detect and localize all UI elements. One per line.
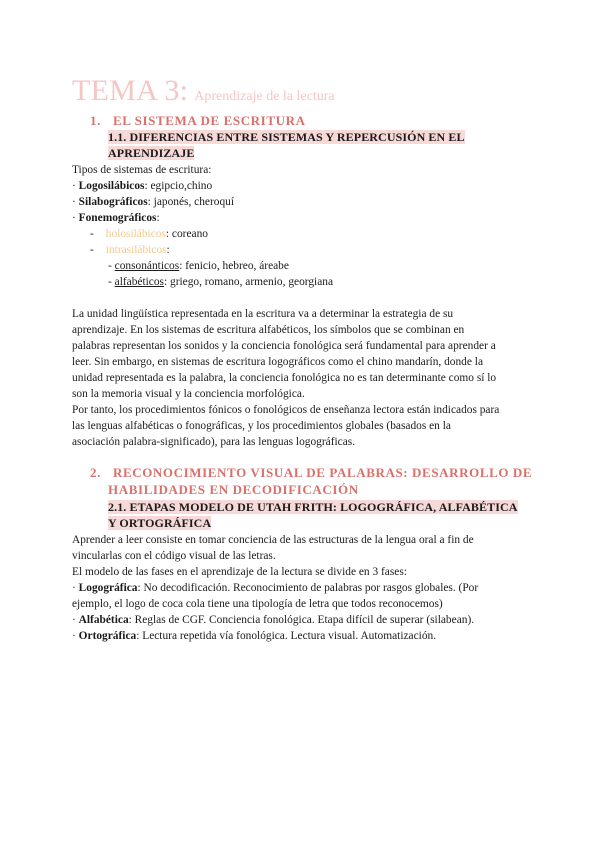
paragraph-line: La unidad lingüística representada en la escritura va a determinar la estrategia de su <box>72 308 454 320</box>
paragraph-line: aprendizaje. En los sistemas de escritura alfabéticos, los símbolos que se combinan en <box>72 324 465 336</box>
phase-item-continuation: ejemplo, el logo de coca cola tiene una tipología de letra que todos reconocemos) <box>72 598 443 610</box>
paragraph-line: las lenguas alfabéticas o fonográficas, y los procedimientos globales (basados en la <box>72 420 451 432</box>
subheading-1-1-line2: APRENDIZAJE <box>108 146 195 160</box>
subheading-1-1-line1: 1.1. DIFERENCIAS ENTRE SISTEMAS Y REPERCUSIÓN EN EL <box>108 130 465 144</box>
title-sub: Aprendizaje de la lectura <box>194 89 335 104</box>
phase-item: · Logográfica: No decodificación. Reconocimiento de palabras por rasgos globales. (Por <box>72 582 479 594</box>
section2-heading-line1: 2. RECONOCIMIENTO VISUAL DE PALABRAS: DESARROLLO DE <box>90 465 533 480</box>
types-intro: Tipos de sistemas de escritura: <box>72 164 212 176</box>
phase-item: · Alfabética: Reglas de CGF. Conciencia fonológica. Etapa difícil de superar (silabean). <box>72 614 475 626</box>
paragraph-line: Por tanto, los procedimientos fónicos o fonológicos de enseñanza lectora están indicados para <box>72 404 500 416</box>
phase-item: · Ortográfica: Lectura repetida vía fonológica. Lectura visual. Automatización. <box>72 630 437 642</box>
sub-sub-list-item: - consonánticos: fenicio, hebreo, áreabe <box>108 260 289 272</box>
list-item: · Fonemográficos: <box>72 212 160 224</box>
sub-list-item: - holosilábicos: coreano <box>90 228 208 240</box>
paragraph-line: vincularlas con el código visual de las letras. <box>72 550 276 562</box>
paragraph-line: unidad representada es la palabra, la conciencia fonológica no es tan determinante como sí lo <box>72 372 497 384</box>
section1-heading <box>90 112 306 129</box>
section2-number: 2. <box>90 465 101 480</box>
list-item: · Silabográficos: japonés, cheroquí <box>72 196 234 208</box>
title-main: TEMA 3: <box>72 74 189 107</box>
sub-list-item: - intrasilábicos: <box>90 244 170 256</box>
paragraph-line: leer. Sin embargo, en sistemas de escritura logográficos como el chino mandarín, donde la <box>72 356 483 368</box>
paragraph-line: Aprender a leer consiste en tomar conciencia de las estructuras de la lengua oral a fin de <box>72 534 474 546</box>
document-title <box>72 74 335 108</box>
paragraph-line: asociación palabra-significado), para las lenguas logográficas. <box>72 436 356 448</box>
section1-heading-text: EL SISTEMA DE ESCRITURA <box>112 113 306 128</box>
section2-heading-line2: HABILIDADES EN DECODIFICACIÓN <box>108 482 359 497</box>
section1-number: 1. <box>90 113 101 128</box>
subheading-2-1-line1: 2.1. ETAPAS MODELO DE UTAH FRITH: LOGOGRÁFICA, ALFABÉTICA <box>108 500 518 514</box>
subheading-2-1-line2: Y ORTOGRÁFICA <box>108 516 212 530</box>
paragraph-line: palabras representan los sonidos y la conciencia fonológica será fundamental para aprender a <box>72 340 496 352</box>
paragraph-line: El modelo de las fases en el aprendizaje de la lectura se divide en 3 fases: <box>72 566 407 578</box>
list-item: · Logosilábicos: egipcio,chino <box>72 180 213 192</box>
sub-sub-list-item: - alfabéticos: griego, romano, armenio, georgiana <box>108 276 334 288</box>
paragraph-line: son la memoria visual y la conciencia morfológica. <box>72 388 305 400</box>
